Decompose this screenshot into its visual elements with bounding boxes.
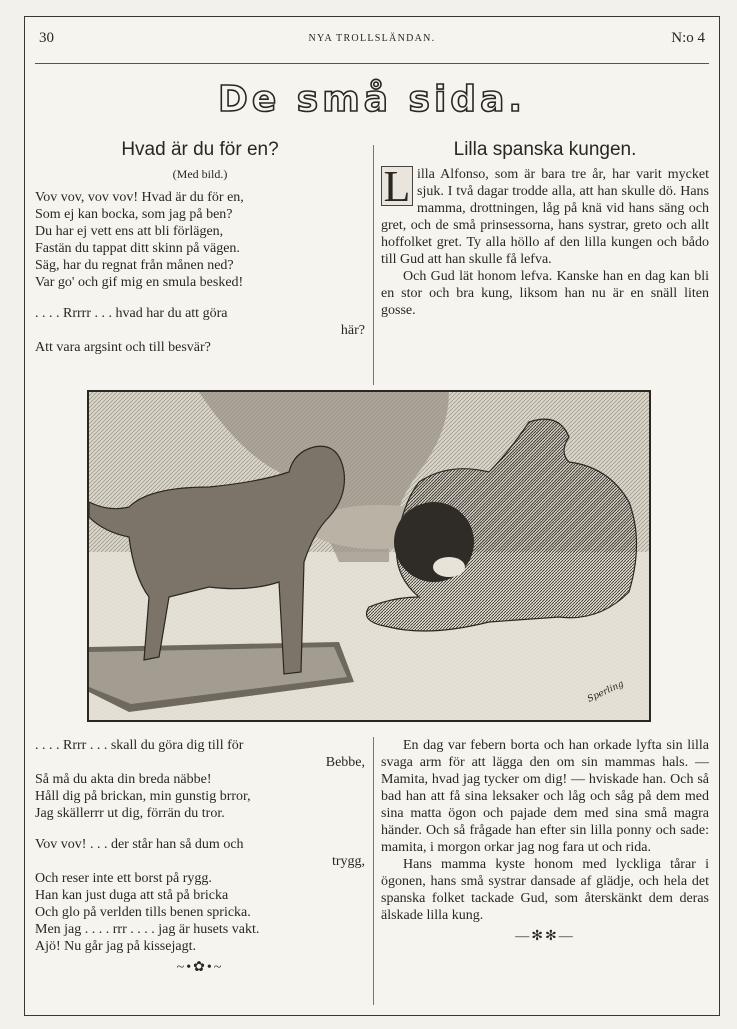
dog-illustration (87, 390, 651, 722)
poem-line: Så må du akta din breda näbbe! (35, 772, 212, 787)
illustration-drawing (89, 392, 649, 720)
poem-line: Håll dig på brickan, min gunstig brror, (35, 789, 251, 804)
poem-line: . . . . Rrrr . . . skall du göra dig till för (35, 738, 244, 753)
running-title: NYA TROLLSLÄNDAN. (308, 33, 436, 44)
story-bottom (381, 737, 709, 945)
poem-end-ornament: ~•✿•~ (176, 960, 224, 975)
column-divider-top (373, 145, 374, 385)
poem-line: . . . . Rrrrr . . . hvad har du att göra (35, 306, 228, 321)
poem-line: Men jag . . . . rrr . . . . jag är husets vakt. (35, 922, 260, 937)
story-top (381, 141, 709, 319)
story-title: Lilla spanska kungen. (453, 139, 637, 160)
story-paragraph: En dag var febern borta och han orkade lyfta sin lilla svaga arm för att lägga den om sin mammas hals. — Mamita, hvad jag tycker om dig! — hviskade han. Och så bad han att få sina leksaker och låg och såg på dem med sina matta ögon och pajade dem med sina små magra händer. Och så frågade han efter sin lilla ponny och sade: mamita, i morgon orkar jag nog fara ut och rida. (381, 738, 709, 855)
poem-line: här? (340, 323, 365, 338)
story-paragraph: Och Gud lät honom lefva. Kanske han en dag kan bli en stor och bra kung, liksom han nu är en snäll liten gosse. (381, 269, 709, 318)
issue-number: N:o 4 (671, 30, 705, 46)
poem-line: Ajö! Nu går jag på kissejagt. (35, 939, 196, 954)
poem-line: Du har ej vett ens att bli förlägen, (35, 224, 224, 239)
poem-top (35, 141, 365, 356)
story-paragraph: illa Alfonso, som är bara tre år, har varit mycket sjuk. I två dagar trodde alla, att han skulle dö. Hans mamma, drottningen, låg på knä vid hans säng och gret, och de små prinsessorna, hans systrar, greto och allt hoffolket gret. Ty alla höllo af den lilla kungen och bådo till Gud att han skulle få lefva. (381, 167, 709, 267)
poem-line: Var go' och gif mig en smula besked! (35, 275, 244, 290)
section-title: De små sida. (217, 79, 527, 120)
poem-line: Och reser inte ett borst på rygg. (35, 871, 212, 886)
poem-line: Säg, har du regnat från månen ned? (35, 258, 234, 273)
poem-line: Vov vov! . . . der står han så dum och (35, 837, 244, 852)
header-rule (35, 63, 709, 64)
poem-subtitle: (Med bild.) (172, 167, 228, 181)
poem-line: trygg, (331, 854, 365, 869)
page-number: 30 (39, 30, 54, 46)
poem-line: Han kan just duga att stå på bricka (35, 888, 229, 903)
poem-line: Jag skällerrr ut dig, förrän du tror. (35, 806, 225, 821)
poem-line: Vov vov, vov vov! Hvad är du för en, (35, 190, 244, 205)
puppy-chest (433, 557, 465, 577)
poem-stanza-3 (35, 870, 365, 955)
poem-title: Hvad är du för en? (121, 139, 279, 160)
poem-stanza-1 (35, 189, 365, 291)
poem-line: Fastän du tappat ditt skinn på vägen. (35, 241, 240, 256)
poem-line: Bebbe, (325, 755, 365, 770)
poem-line: Som ej kan bocka, som jag på ben? (35, 207, 233, 222)
story-end-ornament: —✻✻— (515, 929, 575, 944)
story-paragraph: Hans mamma kyste honom med lyckliga tårar i ögonen, hans små systrar dansade af glädje, och hela det spanska folket tackade Gud, som återskänkt dem deras älskade lilla kung. (381, 857, 709, 923)
drop-cap: L (381, 166, 413, 206)
column-divider-bottom (373, 737, 374, 1005)
page-header (37, 30, 707, 50)
newspaper-page (24, 16, 720, 1016)
poem-bottom (35, 737, 365, 976)
poem-line: Att vara argsint och till besvär? (35, 340, 211, 355)
artist-signature: Sperling (586, 679, 626, 705)
poem-line: Och glo på verlden tills benen spricka. (35, 905, 251, 920)
poem-stanza-2 (35, 771, 365, 822)
